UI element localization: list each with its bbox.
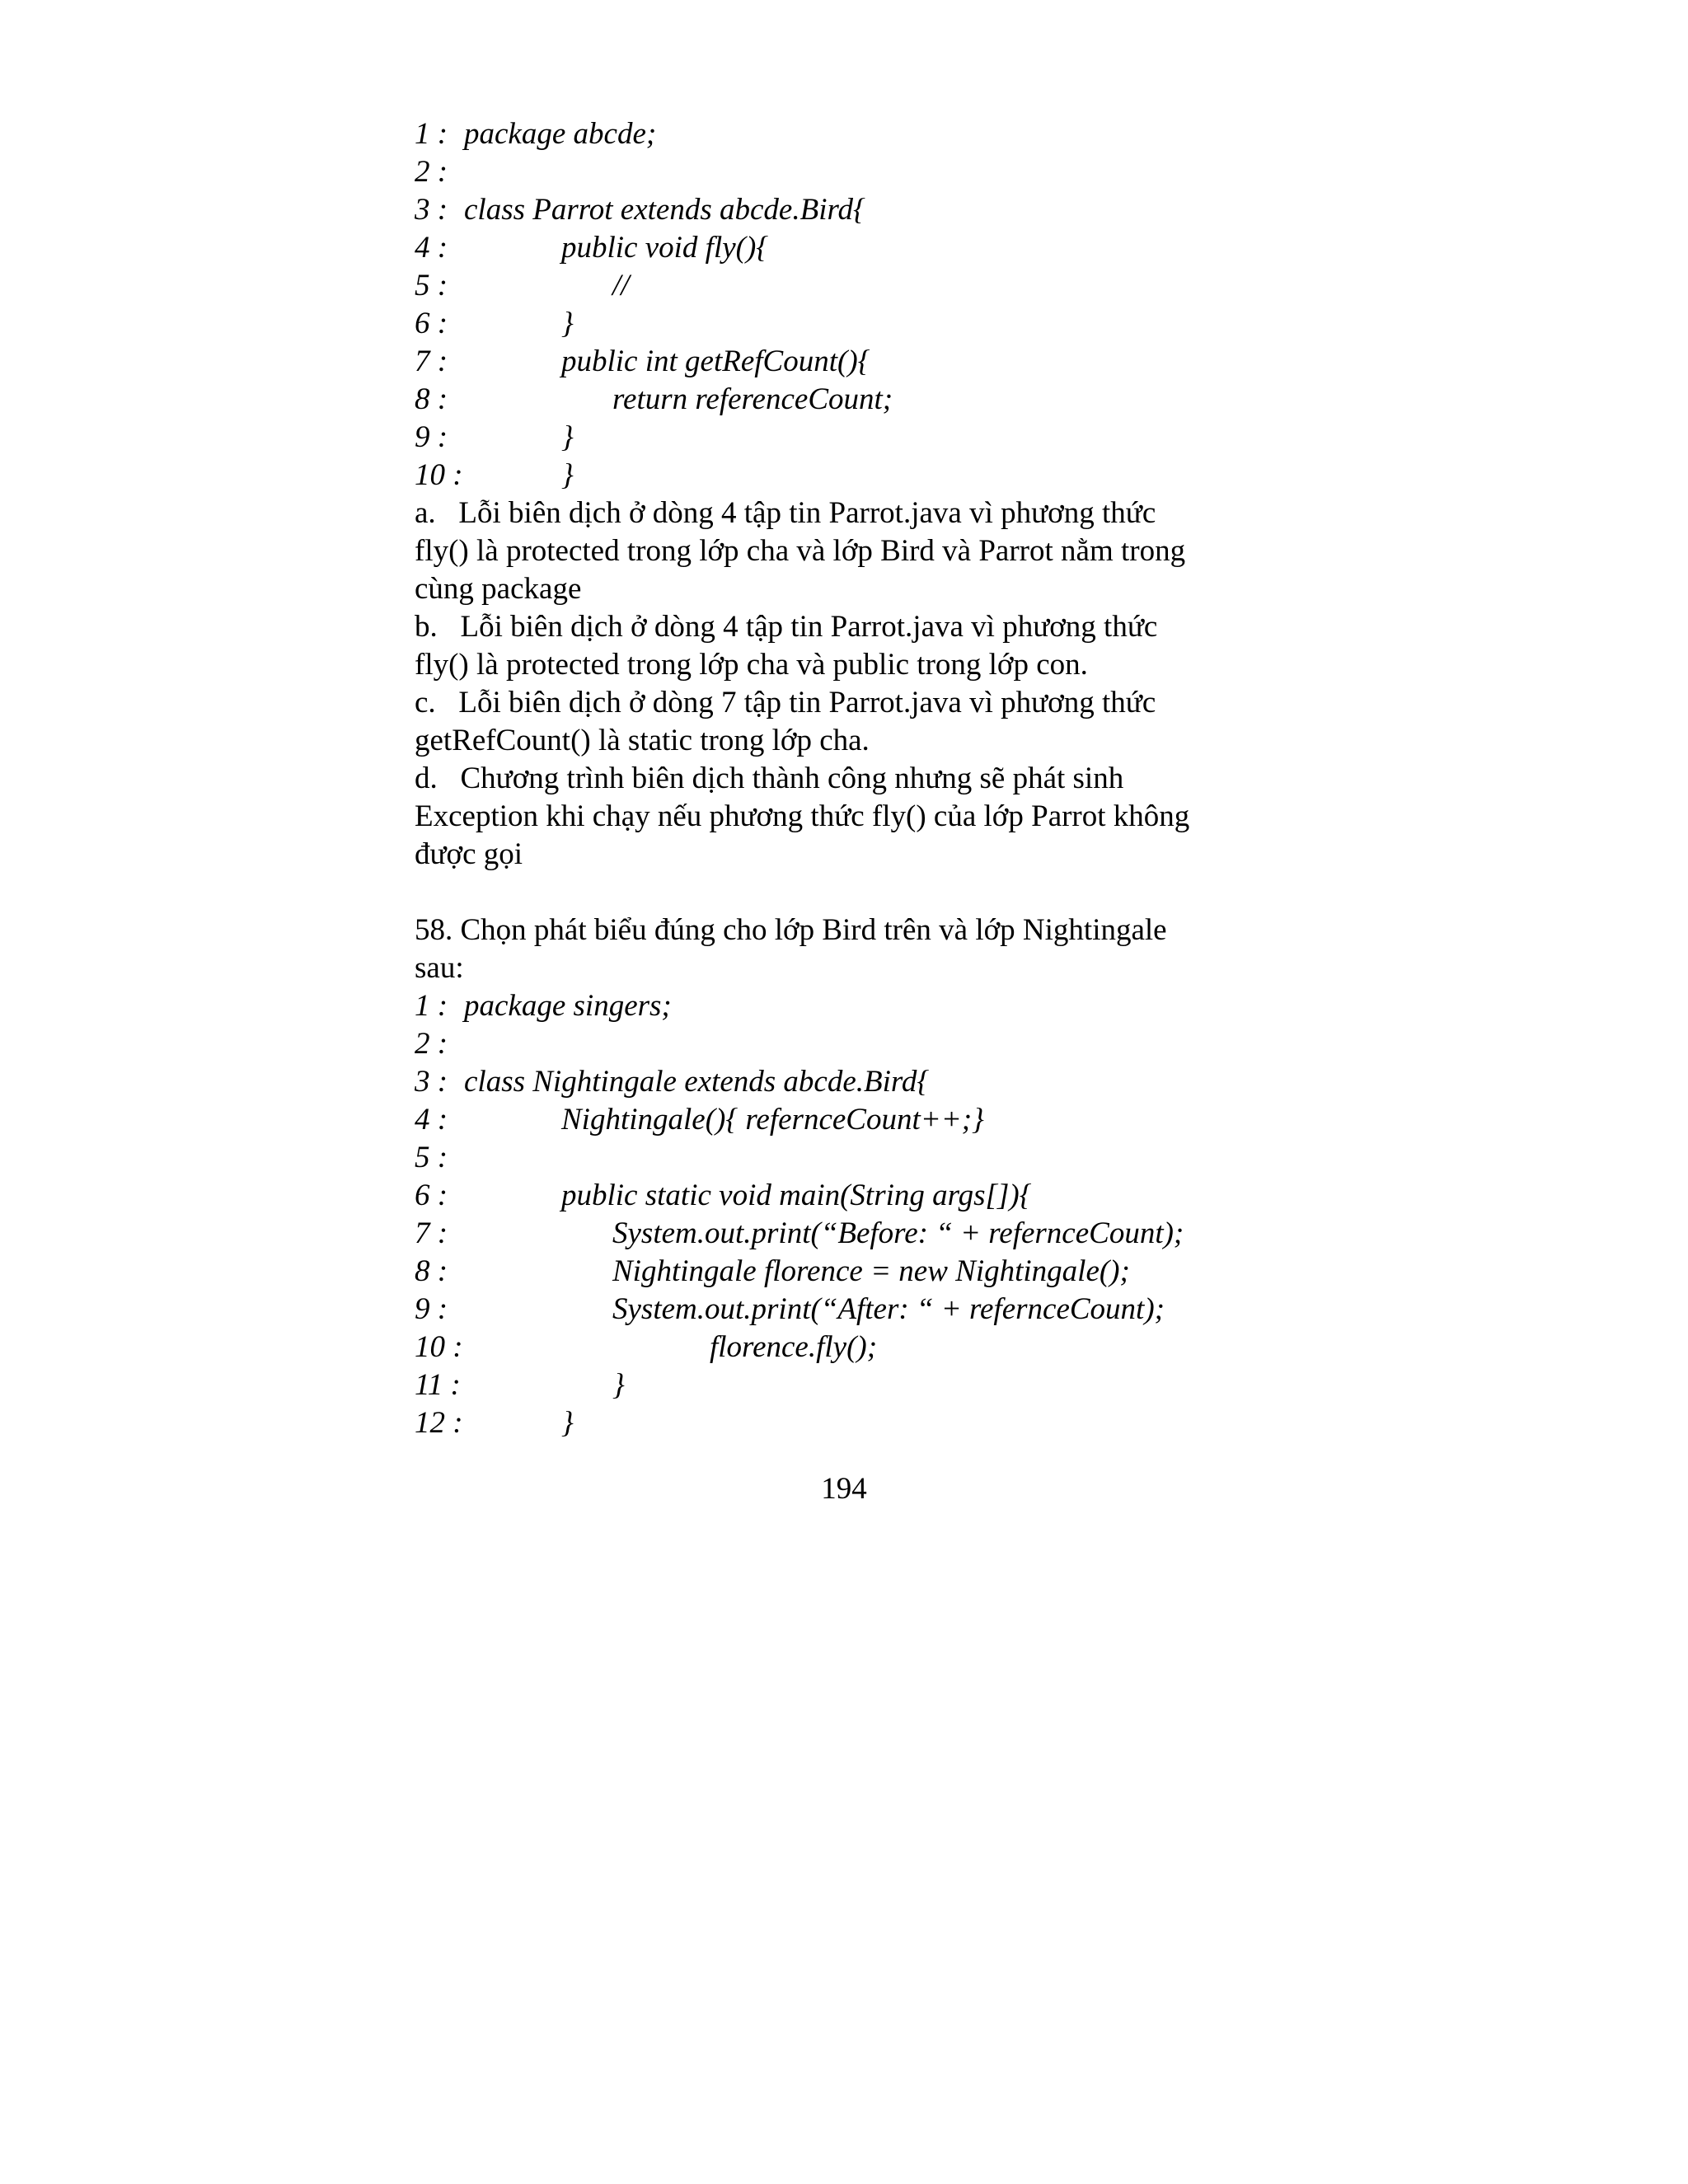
- option-text-line: được gọi: [415, 837, 523, 871]
- line-number: 9 :: [415, 1292, 448, 1326]
- code-text: }: [561, 420, 574, 454]
- line-number: 1 :: [415, 989, 448, 1023]
- line-number: 9 :: [415, 420, 448, 454]
- line-number: 1 :: [415, 117, 448, 151]
- line-number: 8 :: [415, 1254, 448, 1288]
- line-number: 10 :: [415, 1330, 463, 1364]
- code-line: [415, 153, 1288, 191]
- code-text: }: [561, 458, 574, 492]
- line-number: 4 :: [415, 1103, 448, 1137]
- page-number: 194: [821, 1472, 867, 1506]
- code-block-parrot: [415, 115, 1288, 494]
- option-text-line: getRefCount() là static trong lớp cha.: [415, 724, 870, 757]
- code-line: [415, 1063, 1288, 1101]
- line-number: 3 :: [415, 1065, 448, 1099]
- code-line: [415, 343, 1288, 381]
- line-number: 7 :: [415, 344, 448, 378]
- document-page: [415, 115, 1288, 1442]
- code-line: [415, 1139, 1288, 1177]
- line-number: 11 :: [415, 1368, 461, 1402]
- code-text: }: [561, 1406, 574, 1440]
- line-number: 8 :: [415, 382, 448, 416]
- code-line: [415, 1253, 1288, 1291]
- code-text: return referenceCount;: [612, 382, 893, 416]
- code-block-nightingale: [415, 987, 1288, 1442]
- code-text: //: [612, 269, 630, 302]
- code-line: [415, 191, 1288, 229]
- line-number: 5 :: [415, 1141, 448, 1174]
- spacer: [415, 874, 1288, 912]
- code-line: [415, 381, 1288, 419]
- question-text-line: sau:: [415, 951, 464, 985]
- line-number: 7 :: [415, 1216, 448, 1250]
- line-number: 10 :: [415, 458, 463, 492]
- line-number: 2 :: [415, 1027, 448, 1061]
- code-text: System.out.print(“After: “ + refernceCount);: [612, 1292, 1165, 1326]
- option-text-line: b. Lỗi biên dịch ở dòng 4 tập tin Parrot.java vì phương thức: [415, 610, 1158, 644]
- code-line: [415, 419, 1288, 457]
- option-text-line: c. Lỗi biên dịch ở dòng 7 tập tin Parrot.java vì phương thức: [415, 686, 1156, 719]
- code-text: Nightingale florence = new Nightingale();: [612, 1254, 1130, 1288]
- code-line: [415, 1177, 1288, 1215]
- option-text-line: a. Lỗi biên dịch ở dòng 4 tập tin Parrot.java vì phương thức: [415, 496, 1156, 530]
- question-text-line: 58. Chọn phát biểu đúng cho lớp Bird trên và lớp Nightingale: [415, 913, 1167, 947]
- code-text: public static void main(String args[]){: [561, 1179, 1032, 1212]
- code-line: [415, 115, 1288, 153]
- code-text: class Parrot extends abcde.Bird{: [464, 193, 865, 227]
- code-line: [415, 1291, 1288, 1329]
- option-text-line: fly() là protected trong lớp cha và lớp Bird và Parrot nằm trong: [415, 534, 1186, 568]
- code-text: Nightingale(){ refernceCount++;}: [561, 1103, 984, 1137]
- code-line: [415, 457, 1288, 494]
- code-line: [415, 305, 1288, 343]
- line-number: 5 :: [415, 269, 448, 302]
- code-line: [415, 1366, 1288, 1404]
- code-text: public int getRefCount(){: [561, 344, 870, 378]
- code-line: [415, 987, 1288, 1025]
- code-line: [415, 1404, 1288, 1442]
- code-line: [415, 267, 1288, 305]
- code-text: }: [612, 1368, 625, 1402]
- code-text: System.out.print(“Before: “ + refernceCount);: [612, 1216, 1184, 1250]
- code-text: }: [561, 307, 574, 340]
- option-text-line: Exception khi chạy nếu phương thức fly() của lớp Parrot không: [415, 799, 1190, 833]
- line-number: 6 :: [415, 307, 448, 340]
- code-text: class Nightingale extends abcde.Bird{: [464, 1065, 930, 1099]
- code-text: package singers;: [464, 989, 672, 1023]
- line-number: 2 :: [415, 155, 448, 189]
- question-58: [415, 912, 1288, 987]
- option-text-line: cùng package: [415, 572, 582, 606]
- option-text-line: fly() là protected trong lớp cha và public trong lớp con.: [415, 648, 1088, 682]
- code-text: florence.fly();: [710, 1330, 878, 1364]
- line-number: 6 :: [415, 1179, 448, 1212]
- code-line: [415, 1329, 1288, 1366]
- code-text: package abcde;: [464, 117, 657, 151]
- code-line: [415, 1215, 1288, 1253]
- line-number: 12 :: [415, 1406, 463, 1440]
- code-line: [415, 1101, 1288, 1139]
- code-text: public void fly(){: [561, 231, 769, 265]
- code-line: [415, 229, 1288, 267]
- answer-options: [415, 494, 1288, 874]
- line-number: 3 :: [415, 193, 448, 227]
- code-line: [415, 1025, 1288, 1063]
- line-number: 4 :: [415, 231, 448, 265]
- option-text-line: d. Chương trình biên dịch thành công nhưng sẽ phát sinh: [415, 762, 1124, 795]
